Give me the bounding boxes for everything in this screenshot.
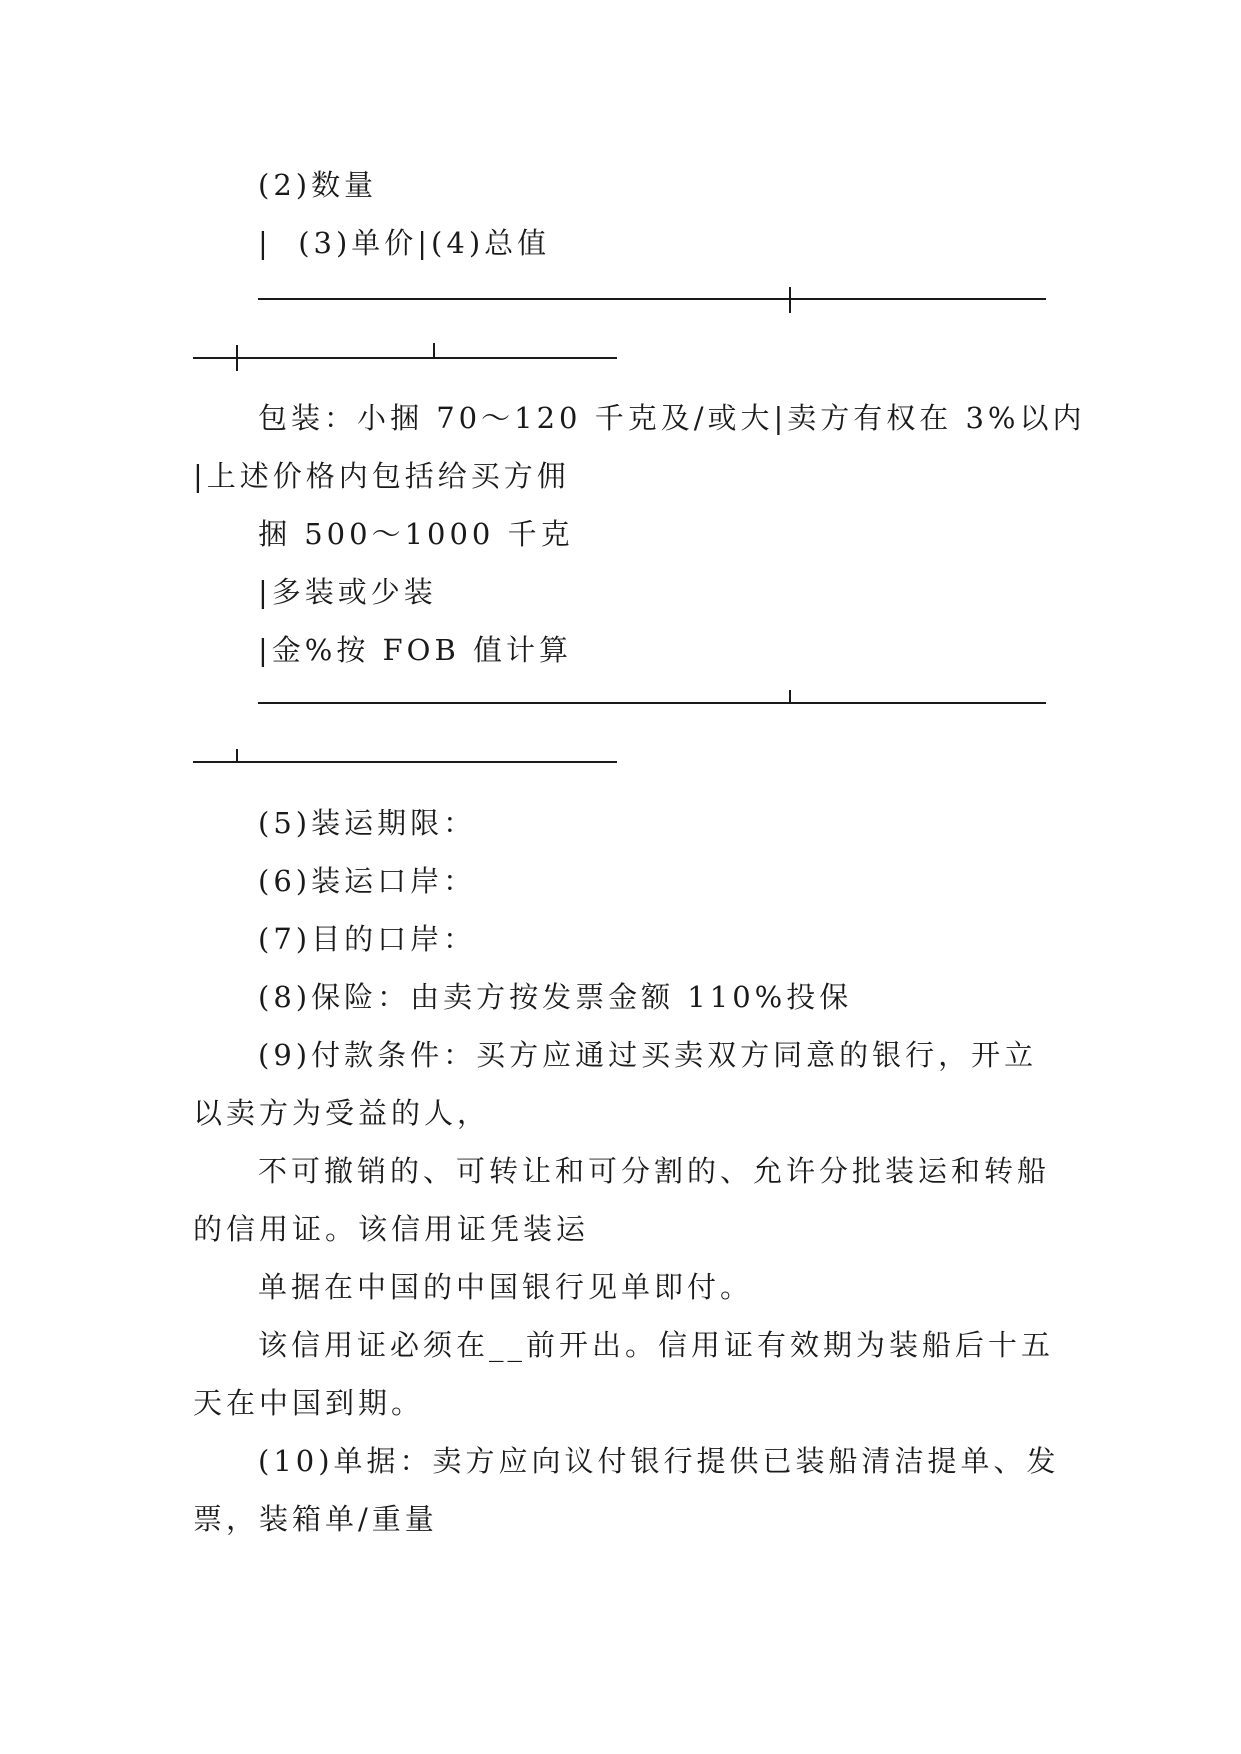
table-rule-junction xyxy=(789,690,791,702)
item-destination-port: (7)目的口岸： xyxy=(258,922,477,956)
packing-weight: 捆 500～1000 千克 xyxy=(258,517,574,551)
lc-paragraph-cont: 的信用证。该信用证凭装运 xyxy=(193,1212,590,1246)
item-loading-port: (6)装运口岸： xyxy=(258,864,477,898)
table-rule-junction xyxy=(433,343,435,357)
table-header-row: | (3)单价|(4)总值 xyxy=(258,226,551,260)
table-rule-line xyxy=(258,298,1046,300)
commission-note: |金%按 FOB 值计算 xyxy=(258,633,572,667)
packing-row: 包装：小捆 70～120 千克及/或大|卖方有权在 3%以内 xyxy=(258,401,1086,435)
payment-terms-cont: 以卖方为受益的人， xyxy=(193,1096,491,1130)
item-payment-terms: (9)付款条件：买方应通过买卖双方同意的银行，开立 xyxy=(258,1038,1038,1072)
table-rule-junction xyxy=(236,345,238,371)
lc-validity-cont: 天在中国到期。 xyxy=(193,1386,425,1420)
documents-cont: 票，装箱单/重量 xyxy=(193,1502,438,1536)
table-rule-line xyxy=(193,761,617,763)
table-rule-line xyxy=(193,357,617,359)
item-insurance: (8)保险：由卖方按发票金额 110%投保 xyxy=(258,980,853,1014)
lc-paragraph: 不可撤销的、可转让和可分割的、允许分批装运和转船 xyxy=(258,1154,1051,1188)
tolerance-note: |多装或少装 xyxy=(258,575,437,609)
table-rule-junction xyxy=(789,287,791,313)
packing-row-cont: |上述价格内包括给买方佣 xyxy=(193,459,570,493)
item-documents: (10)单据：卖方应向议付银行提供已装船清洁提单、发 xyxy=(258,1444,1060,1478)
item-quantity: (2)数量 xyxy=(258,168,378,202)
table-rule-junction xyxy=(236,749,238,761)
table-rule-line xyxy=(258,702,1046,704)
lc-payment: 单据在中国的中国银行见单即付。 xyxy=(258,1270,754,1304)
lc-validity: 该信用证必须在__前开出。信用证有效期为装船后十五 xyxy=(258,1328,1055,1362)
item-shipment-period: (5)装运期限： xyxy=(258,806,477,840)
